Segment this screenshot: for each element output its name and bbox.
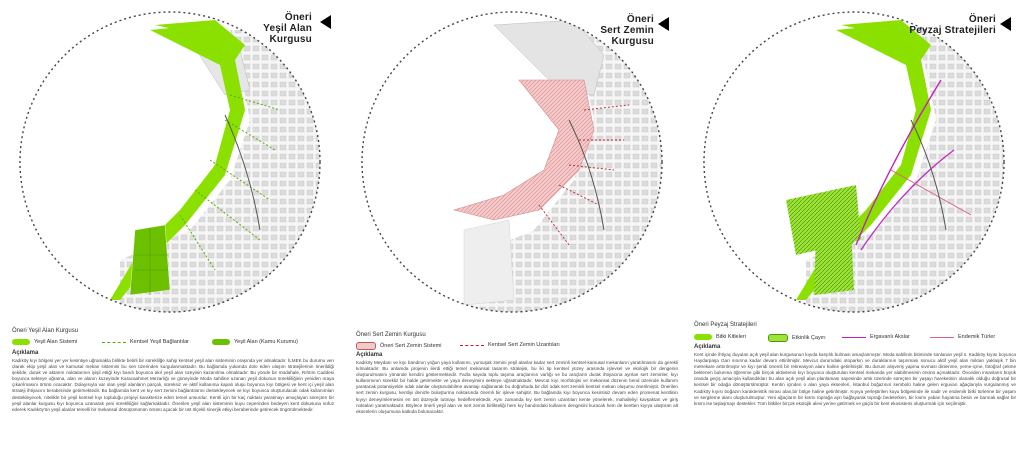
panel-hard-surface xyxy=(344,0,684,469)
arrow-icon xyxy=(658,17,669,31)
dashed-arrow-icon xyxy=(102,342,126,343)
pink-line-icon xyxy=(930,337,954,338)
green-hatch-swatch-icon xyxy=(212,339,230,345)
legend-title: Öneri Yeşil Alan Kurgusu xyxy=(12,328,79,334)
legend-item: Etkinlik Çayırı xyxy=(768,334,826,342)
purple-line-icon xyxy=(842,337,866,338)
hard-surface-map xyxy=(344,0,684,320)
description-text: Kent içinde ihtiyaç duyulan açık yeşil alan kurgusunun kıyıda karşılık bulması amaçlanmıştır. Moda sahilinin bitiminde sonlanan yeşil s. Kadıköy kıyısı boyunca Haydarpaşa Garı sınırına kadar devam ettirilmiştir. Mevcut durumdaki otoparkın ve duraklarının taşınması sonucu aktif yeşil alan miktarı yaklaşık 7 bin metrekare arttırılmıştır ve kıyı şeridi önemli bir rekreasyon alanı haline getirilmiştir. Bu durum alışveriş yapma sıvması dinlenme, yeme-içme, fotoğraf çekme beklenen bulunma öğrenme gibi birçok aktivitenin kıyı boyunca oluşturulan kentsel mekanda yer alabilmesinin önünü açmaktadır. Önceden insanların büyük oranda geçiş amacıyla kullandıkları bu alan açık yeşil alan planlaması sayesinde artık üzerinde süreçten bir yaşayı hareketinin olanaklı olduğu doğrusal bir kentsel bir odağa dönüştürülmüştür. Kentin içinden o alan yaya eksenleri, İstanbul boğazının sembolü haline gelen erguvan ağaçlarıyla vurgulanmış ve Kadıköy kıyısı boğazın karakteristik mirası alan,bir bölge haline getirilmiştir. Kıyıya yerleştirilen kuyu bölgesinde ile nadir ve endemik bitki türlerine bir yaşam ve sergileme alanı oluşturulmuştur. Yeni ağaçların bir kısmı toprağa ayrı bağlayarak toprağı bedelerken, bir kısmı yaban hayatına besin ve barınak sağlar bir kısmı ise taşlaşmayı destekler. Tüm bitkiler birçok ekolojik alevi yerine getirmek ve güçlü bir kent ekosistemi oluşturmak için seçilmiştir. xyxy=(694,352,1016,406)
description-text: Kadıköy kıyı bölgesi yer yer kesintiye uğramakla birlikte belirli bir süreklilğe sahip kentsel yeşil alan sisteminin oraşında yer almaktadır. İLMEK bu durumu ven olarak ekip yeşil alan ve kamusal mekan sistemini bu sen üzerinden kurgulanmaktadır. Bu bağlamda yukarıda dolo eden ulaşım stratejilerinin önerildiği şekilde, durak ve aktarım noktalarının iyişil ettiği kıyı bandı boyunca akıl yeşil alan üzeyinin kazanılma olmaktadır. Bu yönde bir müdahale, Rıhtım Caddesi boyunca sekteye uğrama, alan ve alanın kuzeyinde Karacaahmet Mezarlığı ve güneyinde Moda sahiline uzanan yeşil dokunun sürekliliğinin yeniden oraya çıkarılmasını örünü ocacaktır. Dolayısıyla var olan yeşil alanların parçalı, süreksiz ve aktif kullanıma kapalı oluşu boyunca kıyı bölgesi ve kent içi yeşil alan strateji ihtiyacını beraberinde getirmektedir. Bu bağlamda kent ve kıy sert zemini bağlantılarını destekleyecek ve kıyı boyunca oluşturulacak odak kullanımları destekleyecek, nitelikle bir yeşil kentsel kıyı topluluğu projeyi karakterize eden temel unsurdur. Kentli için bir kaç noktası yaratmayı amaçlayan süreçten bir yeşil alanlar kurgusu kıyı boyunca uzanarak yeni sürekliliğini sağlamaktadır. Önerilen yeşil alan sisteminin kuyu ceperinden bedeyen kent dokusuna nüfuz ederek Kadıköy'ün yeşil alanlar temelli bir mekansal dönüşümünün önünü açacak bir üst ölçekli sinerjik etkiyi beraberinde getirecek öngörülmektedir. xyxy=(12,358,334,412)
arrow-icon xyxy=(320,15,331,29)
legend-item: Yeşil Alan Sistemi xyxy=(12,339,77,345)
green-space-map xyxy=(0,0,340,320)
description-title: Açıklama xyxy=(12,350,39,356)
meadow-swatch-icon xyxy=(768,334,788,342)
panel-title: Öneri Sert Zemin Kurgusu xyxy=(600,14,654,47)
description-title: Açıklama xyxy=(694,344,721,350)
red-dashed-arrow-icon xyxy=(460,345,484,346)
legend-item: Kentsel Yeşil Bağlantılar xyxy=(98,339,189,345)
legend-item: Ergavanlı Akslar xyxy=(838,334,910,340)
legend-item: Kentsel Sert Zemin Uzantıları xyxy=(456,342,560,348)
description-title: Açıklama xyxy=(356,352,383,358)
legend-item: Yeşil Alan (Kamu Kurumu) xyxy=(212,339,298,345)
panel-title: Öneri Yeşil Alan Kurgusu xyxy=(263,12,312,45)
legend-item: Endemik Türler xyxy=(926,334,995,340)
panel-landscape xyxy=(686,0,1024,469)
green-swatch-icon xyxy=(12,339,30,345)
legend-item: Bitki Kitleleri xyxy=(694,334,746,340)
pink-swatch-icon xyxy=(356,342,376,350)
legend-title: Öneri Peyzaj Stratejileri xyxy=(694,322,757,328)
legend-item: Öneri Sert Zemin Sistemi xyxy=(356,342,441,350)
panel-green-space xyxy=(0,0,340,469)
arrow-icon xyxy=(1000,17,1011,31)
panel-title: Öneri Peyzaj Stratejileri xyxy=(909,14,996,36)
legend-title: Öneri Sert Zemin Kurgusu xyxy=(356,332,426,338)
description-text: Kadıköy Meydanı ve kıyı bandının yoğun yaya kullanımı, yumuşak zemini yeşil alanlar kadar sert zeminli kentsel-kamusal mekanların yaratılmasını da gerekli kılmaktadır. Bu anlamda projenin ilerdi ettiği temel mekansal tasarım stratejisi, bu iki tip kentsel yüzey arasında işlevsel ve ekolojik bir dengenin oluşturulmasını yönünde kendini göstermektedir. Fazla sayıda toplu taşıma araçlarının varlığı ve bu araçların durak ihtiyacına ayrılan sert zeminler, kıyı kullanımının sürekliz bir halde getirmekte ve yaya deneyimini sekteye uğratmaktadır. Mevcut kıyı morfolojisi ve mekansal düzenin bend üzerinde kullanım yaratacak potansiyelde odak alanlar oluşturulabilme avantajı sağlanarak bu doğrultuda bir dizi odak sert zeminli kentsel mekan oluşumu önerilmiştir. Önerilen sert zemin kurgusu, kentliyi denizle buluşturma noktasında önemli bir işleve sahiptir. Bu bağlamda kıyı boyunca kesintisiz devam eden promenat kentlinin kıyıyı deneyimlemesini en üst düzeyde tutmayı hedeflemektedir. Aynı zamanda kıy sert zemin uzantıları kente yönelerek, mahalleliyi kavşaktan ve giriş noktaları yaratmaktadır. Böylece önerli yeşil alan ve sert zemin birlikteliği hem kıy bandındaki kullanım dengesini kuracak hem de kentten kıyıya ulaştıran alt eksenlerin oluşumuna katkıda bulunacaktır. xyxy=(356,360,678,414)
landscape-map xyxy=(686,0,1024,320)
green-swatch-icon xyxy=(694,334,712,340)
